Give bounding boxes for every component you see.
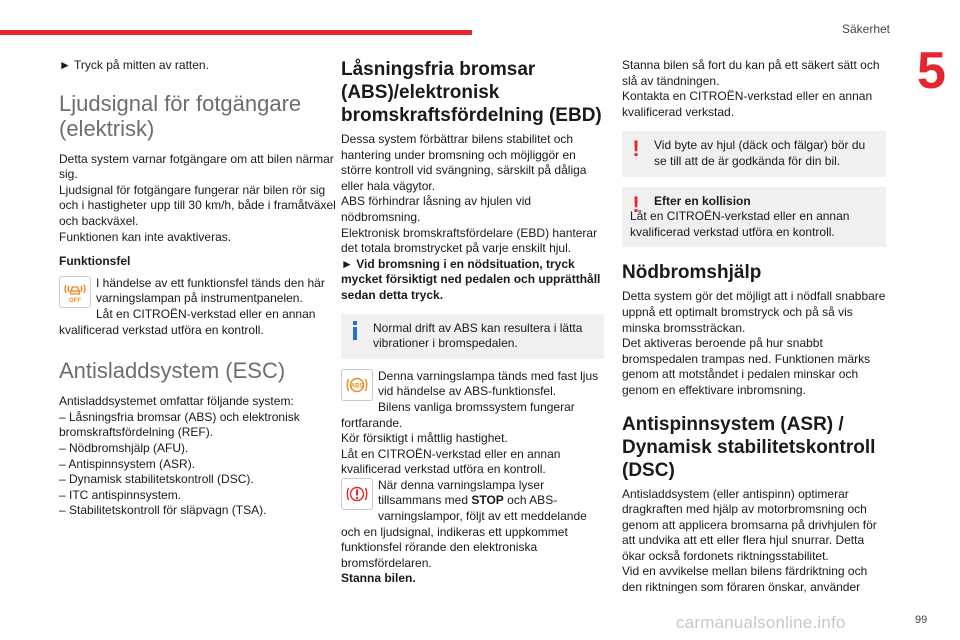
paragraph: Låt en CITROËN-verkstad eller en annan kvalificerad verkstad utföra en kontroll. [59,306,316,337]
paragraph: Kontakta en CITROËN-verkstad eller en annan kvalificerad verkstad. [622,89,873,119]
paragraph: Detta system varnar fotgängare om att bilen närmar sig. [59,151,334,182]
heading-asr-dsc: Antispinnsystem (ASR) / Dynamisk stabilitetskontroll (DSC) [622,413,876,481]
paragraph: Stanna bilen så fort du kan på ett säkert sätt och slå av tändningen. [622,58,880,88]
heading-abs-ebd: Låsningsfria bromsar (ABS)/elektronisk bromskraftsfördelning (EBD) [341,59,602,126]
paragraph: Kör försiktigt i måttlig hastighet. [341,431,508,446]
exclamation-icon: ! [632,136,640,162]
paragraph: Det aktiveras beroende på hur snabbt bromspedalen trampas ned. Funktionen märks genom att motståndet i pedalen minskar och genom en effektivare inbromsning. [622,336,871,397]
paragraph: Ljudsignal för fotgängare fungerar när bilen rör sig och i hastigheter upp till 30 km/h, både i framåtväxel och backväxel. [59,182,336,228]
warning-note [622,187,886,248]
info-note-text: Normal drift av ABS kan resultera i lätta vibrationer i bromspedalen. [373,320,583,351]
paragraph: Låt en CITROËN-verkstad eller en annan kvalificerad verkstad utföra en kontroll. [341,446,561,477]
section-title: Säkerhet [841,22,890,36]
list-item: – Antispinnsystem (ASR). [59,456,196,471]
list-item: – Nödbromshjälp (AFU). [59,440,189,455]
abs-warning-icon [341,369,373,401]
icon-paragraph [341,478,604,572]
heading-esc: Antisladdsystem (ESC) [59,358,286,384]
bold-paragraph: Stanna bilen. [341,571,416,586]
paragraph: ABS förhindrar låsning av hjulen vid nödbromsning. [341,194,532,224]
subheading-malfunction: Funktionsfel [59,254,131,269]
warning-note [622,131,886,176]
exclamation-icon: ! [632,191,640,217]
column-1 [59,58,337,519]
bold-step: ► Vid bromsning i en nödsituation, tryck mycket försiktigt ned pedalen och upprätthåll sedan detta tryck. [341,256,601,302]
heading-emergency-brake: Nödbromshjälp [622,262,762,284]
page-number: 99 [915,614,928,626]
paragraph: Antisladdsystem (eller antispinn) optimerar dragkraften med hjälp av motorbromsning och genom att applicera bromsarna på drivhjulen för att undvika att ett eller flera hjul snurrar. Detta ökar också fordonets riktningsstabilitet. [622,486,877,563]
brake-warning-icon [341,478,373,510]
paragraph: Vid en avvikelse mellan bilens färdriktning och den riktningen som föraren önskar, använder [622,564,868,595]
icon-description: Denna varningslampa tänds med fast ljus vid händelse av ABS-funktionsfel. [378,368,599,399]
svg-text:OFF: OFF [69,297,81,303]
warning-note-text: Låt en CITROËN-verkstad eller en annan kvalificerad verkstad utföra en kontroll. [630,209,850,239]
paragraph: Bilens vanliga bromssystem fungerar fortfarande. [341,399,575,430]
list-item: – ITC antispinnsystem. [59,487,182,502]
list-item: – Dynamisk stabilitetskontroll (DSC). [59,472,254,487]
stop-label: STOP [471,493,504,508]
icon-description-pre: När denna varningslampa lyser tillsammans med [378,477,545,508]
column-3 [622,58,886,596]
warning-note-text: Vid byte av hjul (däck och fälgar) bör du se till att de är godkända för din bil. [654,138,866,168]
column-2 [341,58,604,587]
chapter-number: 5 [917,42,946,100]
watermark: carmanualsonline.info [676,613,846,632]
paragraph: Funktionen kan inte avaktiveras. [59,229,232,244]
top-accent-bar [0,30,472,35]
icon-description: I händelse av ett funktionsfel tänds den här varningslampan på instrumentpanelen. [96,275,325,306]
info-icon [349,320,361,348]
bullet-step: ► Tryck på mitten av ratten. [59,58,209,72]
pedestrian-sound-off-icon [59,276,91,308]
list-item: – Stabilitetskontroll för släpvagn (TSA). [59,503,267,518]
icon-paragraph [341,369,604,400]
paragraph: Elektronisk bromskraftsfördelare (EBD) hanterar det totala bromstrycket på varje enskilt hjul. [341,225,598,256]
info-note [341,314,604,359]
paragraph: Detta system gör det möjligt att i nödfall snabbare uppnå ett optimalt bromstryck och på så vis minska bromssträckan. [622,289,886,335]
icon-paragraph [59,276,337,307]
icon-description-post: och ABS-varningslampor, följt av ett meddelande och en ljudsignal, indikeras ett uppkommet funktionsfel rörande den elektroniska bromsfördelaren. [341,493,587,570]
warning-note-title: Efter en kollision [654,193,751,208]
svg-text:ABS: ABS [350,383,364,390]
list-item: – Låsningsfria bromsar (ABS) och elektronisk bromskraftsfördelning (REF). [59,409,300,440]
heading-pedestrian-sound: Ljudsignal för fotgängare (elektrisk) [59,90,302,141]
paragraph: Antisladdsystemet omfattar följande system: [59,394,294,409]
paragraph: Dessa system förbättrar bilens stabilitet och hantering under bromsning och möjliggör en större kontroll vid svängning, särskilt på dåliga eller hala vägytor. [341,132,587,193]
